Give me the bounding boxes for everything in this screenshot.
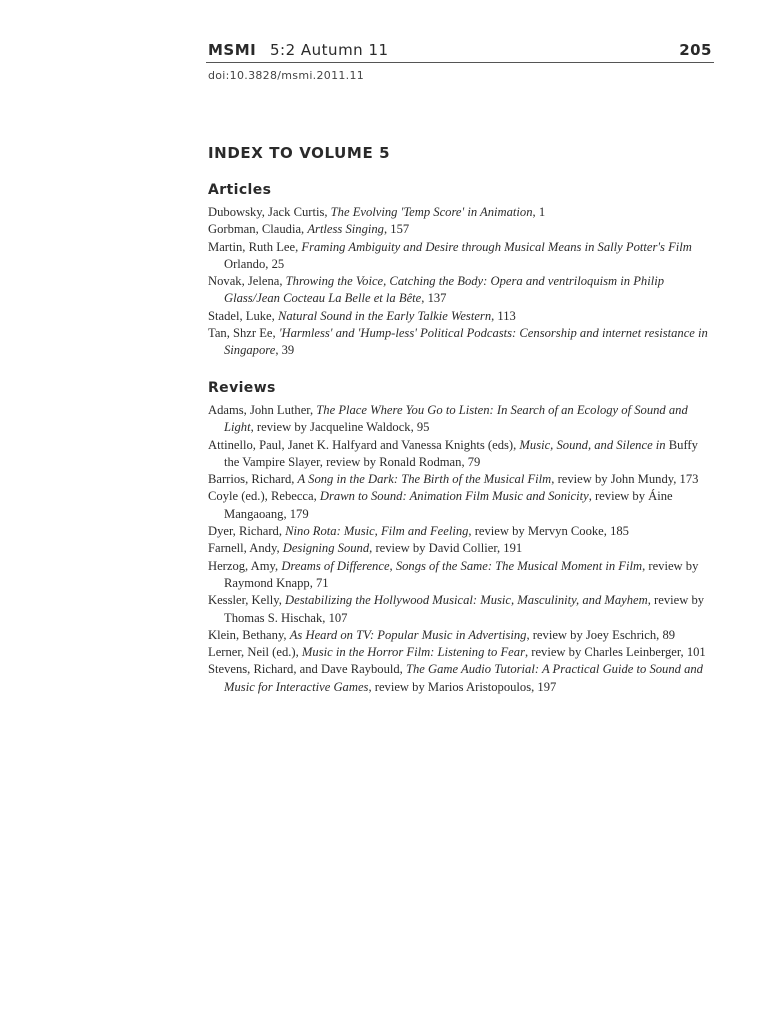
entry-title: Designing Sound [282,541,370,556]
entry-rest: , review by Charles Leinberger, 101 [524,645,706,660]
entry-rest: , 113 [491,308,516,323]
journal-abbreviation: MSMI [208,41,257,59]
reviews-list [208,402,708,696]
articles-heading: Articles [208,182,272,198]
list-item [208,661,708,696]
list-item [208,523,708,540]
list-item [208,592,708,627]
list-item [208,239,708,274]
entry-title: The Game Audio Tutorial: A Practical Guide to Sound and Music for Interactive Games [224,662,703,694]
entry-title: Dreams of Difference, Songs of the Same: The Musical Moment in Film [281,558,643,573]
list-item [208,221,708,238]
list-item [208,644,708,661]
entry-author: Barrios, Richard, [208,472,298,487]
running-header [208,41,712,63]
entry-rest: , 1 [532,205,546,219]
entry-rest: , 137 [421,291,447,306]
entry-author: Tan, Shzr Ee, [208,326,279,341]
entry-author: Coyle (ed.), Rebecca, [208,489,320,504]
entry-title: A Song in the Dark: The Birth of the Musical Film [297,472,552,487]
entry-title: Natural Sound in the Early Talkie Western [277,308,492,323]
entry-author: Herzog, Amy, [208,558,282,573]
entry-author: Farnell, Andy, [208,541,283,556]
entry-author: Adams, John Luther, [208,403,317,417]
entry-rest: , review by Marios Aristopoulos, 197 [368,679,557,694]
page-title: INDEX TO VOLUME 5 [208,144,391,162]
list-item [208,488,708,523]
entry-rest: , review by Áine Mangaoang, 179 [224,489,673,521]
entry-rest: , review by Raymond Knapp, 71 [224,558,699,590]
entry-author: Gorbman, Claudia, [208,222,308,237]
entry-rest: , 39 [275,343,295,358]
entry-title: Drawn to Sound: Animation Film Music and Sonicity [319,489,589,504]
header-rule [206,62,714,63]
list-item [208,437,708,472]
list-item [208,308,708,325]
list-item [208,402,708,437]
entry-rest: , review by David Collier, 191 [369,541,523,556]
entry-title: Music, Sound, and Silence in [519,437,669,452]
entry-rest: Orlando, 25 [224,256,285,271]
entry-title: Framing Ambiguity and Desire through Musical Means in Sally Potter's Film [301,239,692,254]
entry-author: Kessler, Kelly, [208,593,286,608]
list-item [208,204,708,221]
page-number: 205 [679,41,712,59]
entry-author: Dyer, Richard, [208,524,286,539]
issue-info: 5:2 Autumn 11 [270,41,389,59]
list-item [208,471,708,488]
list-item [208,558,708,593]
entry-author: Novak, Jelena, [208,274,286,289]
entry-rest: , review by Jacqueline Waldock, 95 [250,420,430,435]
entry-title: The Place Where You Go to Listen: In Search of an Ecology of Sound and Light [224,403,688,435]
entry-rest: , review by John Mundy, 173 [551,472,699,487]
entry-title: Music in the Horror Film: Listening to Fear [301,645,525,660]
entry-rest: , 157 [383,222,410,237]
entry-title: As Heard on TV: Popular Music in Advertising [289,627,527,642]
doi: doi:10.3828/msmi.2011.11 [208,69,365,82]
reviews-heading: Reviews [208,380,276,396]
entry-title: Artless Singing [307,222,384,237]
entry-author: Stadel, Luke, [208,308,278,323]
list-item [208,325,708,360]
articles-list [208,204,708,360]
list-item [208,627,708,644]
entry-rest: , review by Mervyn Cooke, 185 [468,524,629,539]
entry-title: Destabilizing the Hollywood Musical: Music, Masculinity, and Mayhem [285,593,648,608]
list-item [208,273,708,308]
list-item [208,540,708,557]
entry-title: Nino Rota: Music, Film and Feeling [285,524,469,539]
entry-author: Klein, Bethany, [208,627,290,642]
entry-author: Dubowsky, Jack Curtis, [208,205,331,219]
entry-rest: Buffy the Vampire Slayer, review by Ronald Rodman, 79 [224,437,698,469]
entry-rest: , review by Thomas S. Hischak, 107 [224,593,705,625]
entry-author: Attinello, Paul, Janet K. Halfyard and Vanessa Knights (eds), [208,437,520,452]
entry-title: The Evolving 'Temp Score' in Animation [330,205,533,219]
entry-author: Martin, Ruth Lee, [208,239,302,254]
entry-title: Throwing the Voice, Catching the Body: Opera and ventriloquism in Philip Glass/Jean Cocteau La Belle et la Bête [224,274,664,306]
entry-title: 'Harmless' and 'Hump-less' Political Podcasts: Censorship and internet resistance in Singapore [224,326,708,358]
entry-rest: , review by Joey Eschrich, 89 [526,627,676,642]
entry-author: Stevens, Richard, and Dave Raybould, [208,662,406,677]
entry-author: Lerner, Neil (ed.), [208,645,302,660]
